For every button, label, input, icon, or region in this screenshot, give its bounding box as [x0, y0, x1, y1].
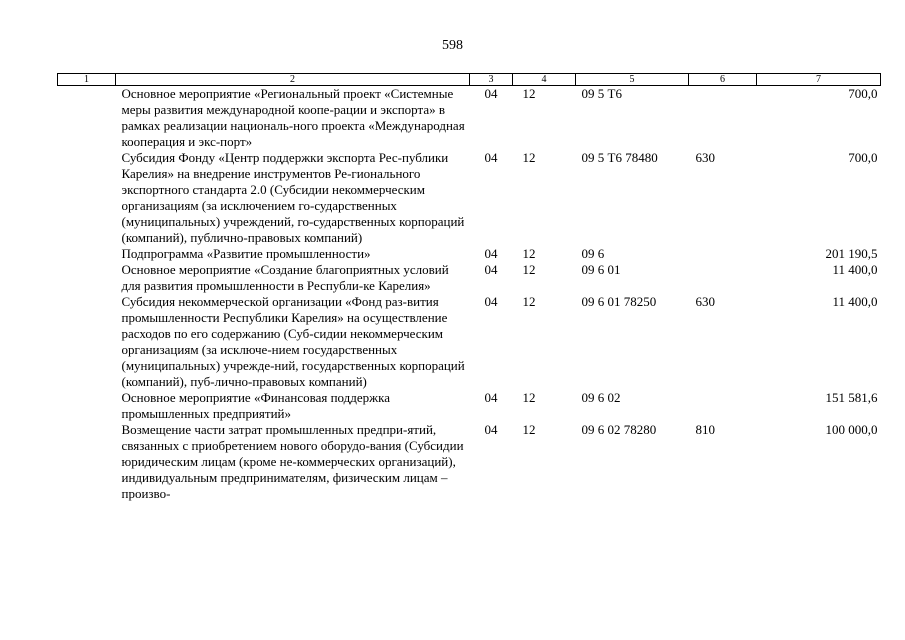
row-target-code: 09 5 Т6 [581, 86, 622, 101]
table-row [58, 262, 881, 294]
row-target-code: 09 6 02 78280 [581, 422, 657, 437]
table-row [58, 422, 881, 502]
row-expense-type [689, 86, 757, 151]
row-target-code: 09 6 01 78250 [581, 294, 657, 309]
column-header: 7 [757, 74, 881, 86]
row-name: Субсидия Фонду «Центр поддержки экспорта Рес-публики Карелия» на внедрение инструментов Ре-гионального экспортного стандарта 2.0 (Субсидии некоммерческим организациям (за исключением го-сударственных (муниципальных) учреждений, го-сударственных корпораций (компаний), публично-правовых компаний) [121, 150, 465, 245]
header-row [58, 74, 881, 86]
table-row [58, 86, 881, 151]
row-amount: 11 400,0 [832, 294, 878, 309]
row-expense-type: 810 [695, 422, 715, 437]
row-section: 04 [484, 390, 498, 405]
column-header: 1 [58, 74, 116, 86]
row-name: Возмещение части затрат промышленных предпри-ятий, связанных с приобретением нового оборудо-вания (Субсидии юридическим лицам (кроме не-коммерческих организаций), индивидуальным предпринимателям, физическим лицам – произво- [121, 422, 464, 501]
table-row [58, 294, 881, 390]
row-target-code: 09 6 02 [581, 390, 621, 405]
column-header: 2 [116, 74, 470, 86]
row-subsection: 12 [522, 390, 536, 405]
column-header: 3 [470, 74, 513, 86]
row-expense-type [689, 246, 757, 262]
row-amount: 100 000,0 [825, 422, 878, 437]
table-row [58, 150, 881, 246]
row-section: 04 [484, 246, 498, 261]
column-header: 6 [689, 74, 757, 86]
row-expense-type: 630 [695, 150, 715, 165]
row-section: 04 [484, 150, 498, 165]
row-subsection: 12 [522, 262, 536, 277]
row-amount: 201 190,5 [825, 246, 878, 261]
row-target-code: 09 5 Т6 78480 [581, 150, 658, 165]
column-header: 5 [576, 74, 689, 86]
column-header: 4 [513, 74, 576, 86]
row-name: Основное мероприятие «Создание благоприятных условий для развития промышленности в Республи-ке Карелия» [121, 262, 449, 293]
row-subsection: 12 [522, 246, 536, 261]
row-amount: 151 581,6 [825, 390, 878, 405]
row-section: 04 [484, 294, 498, 309]
row-name: Основное мероприятие «Финансовая поддержка промышленных предприятий» [121, 390, 391, 421]
row-amount: 11 400,0 [832, 262, 878, 277]
row-target-code: 09 6 [581, 246, 605, 261]
page-number: 598 [442, 38, 463, 53]
row-name: Субсидия некоммерческой организации «Фонд раз-вития промышленности Республики Карелия» на осуществление расходов по его содержанию (Суб-сидии некоммерческим организациям (за исключе-нием государственных (муниципальных) учрежде-ний, государственных корпораций (компаний), пуб-лично-правовых компаний) [121, 294, 465, 389]
row-subsection: 12 [522, 86, 536, 101]
row-amount: 700,0 [848, 150, 878, 165]
row-name: Основное мероприятие «Региональный проект «Системные меры развития международной коопе-рации и экспорта» в рамках реализации националь-ного проекта «Международная кооперация и экс-порт» [121, 86, 465, 149]
row-name: Подпрограмма «Развитие промышленности» [121, 246, 371, 261]
row-section: 04 [484, 422, 498, 437]
row-subsection: 12 [522, 422, 536, 437]
budget-table [57, 73, 881, 502]
row-subsection: 12 [522, 150, 536, 165]
row-subsection: 12 [522, 294, 536, 309]
table-row [58, 246, 881, 262]
row-expense-type: 630 [695, 294, 715, 309]
row-section: 04 [484, 86, 498, 101]
table-row [58, 390, 881, 422]
row-expense-type [689, 390, 757, 422]
row-expense-type [689, 262, 757, 294]
row-amount: 700,0 [848, 86, 878, 101]
row-target-code: 09 6 01 [581, 262, 621, 277]
row-section: 04 [484, 262, 498, 277]
